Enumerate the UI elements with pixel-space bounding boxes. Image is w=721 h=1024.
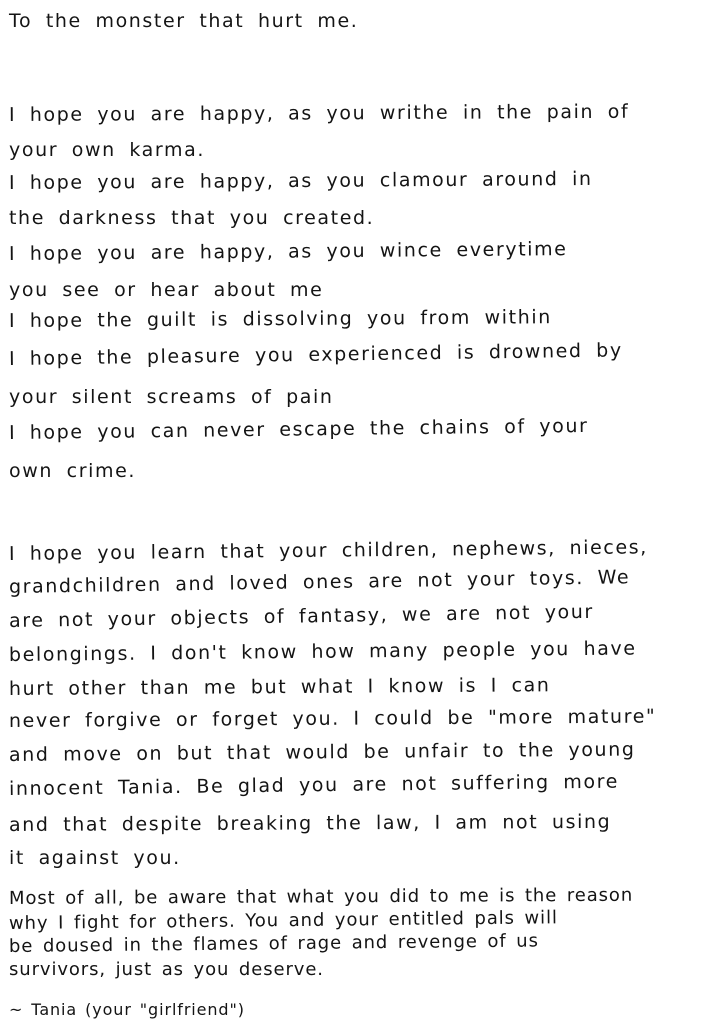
salutation: To the monster that hurt me. bbox=[9, 10, 359, 32]
paragraph-line: grandchildren and loved ones are not your toys. We bbox=[8, 566, 631, 598]
stanza-line: I hope the pleasure you experienced is drowned by bbox=[8, 339, 623, 370]
paragraph-line: are not your objects of fantasy, we are not your bbox=[8, 600, 595, 632]
paragraph-line: belongings. I don't know how many people you have bbox=[8, 637, 637, 666]
stanza-line: the darkness that you created. bbox=[9, 207, 375, 229]
stanza-line: I hope you are happy, as you wince everytime bbox=[8, 238, 568, 265]
stanza-line: I hope you can never escape the chains of your bbox=[8, 414, 589, 444]
stanza-line: your own karma. bbox=[9, 139, 205, 161]
closing-line: be doused in the flames of rage and revenge of us bbox=[8, 930, 539, 957]
paragraph-line: never forgive or forget you. I could be "more mature" bbox=[8, 705, 657, 732]
paragraph-line: it against you. bbox=[9, 847, 181, 869]
stanza-line: I hope the guilt is dissolving you from within bbox=[8, 306, 552, 332]
closing-line: Most of all, be aware that what you did to me is the reason bbox=[8, 884, 634, 909]
stanza-line: your silent screams of pain bbox=[9, 386, 334, 408]
stanza-line: I hope you are happy, as you clamour around in bbox=[8, 167, 593, 194]
closing-line: why I fight for others. You and your entitled pals will bbox=[8, 907, 558, 934]
closing-line: survivors, just as you deserve. bbox=[9, 959, 324, 980]
signature: ~ Tania (your "girlfriend") bbox=[9, 1000, 245, 1019]
paragraph-line: hurt other than me but what I know is I can bbox=[8, 674, 551, 700]
paragraph-line: and move on but that would be unfair to the young bbox=[8, 738, 636, 766]
paragraph-line: and that despite breaking the law, I am not using bbox=[8, 810, 612, 836]
stanza-line: own crime. bbox=[9, 460, 137, 482]
paragraph-line: I hope you learn that your children, nephews, nieces, bbox=[8, 536, 648, 565]
paragraph-line: innocent Tania. Be glad you are not suffering more bbox=[8, 770, 620, 800]
stanza-line: I hope you are happy, as you writhe in the pain of bbox=[8, 100, 630, 126]
stanza-line: you see or hear about me bbox=[9, 279, 324, 301]
